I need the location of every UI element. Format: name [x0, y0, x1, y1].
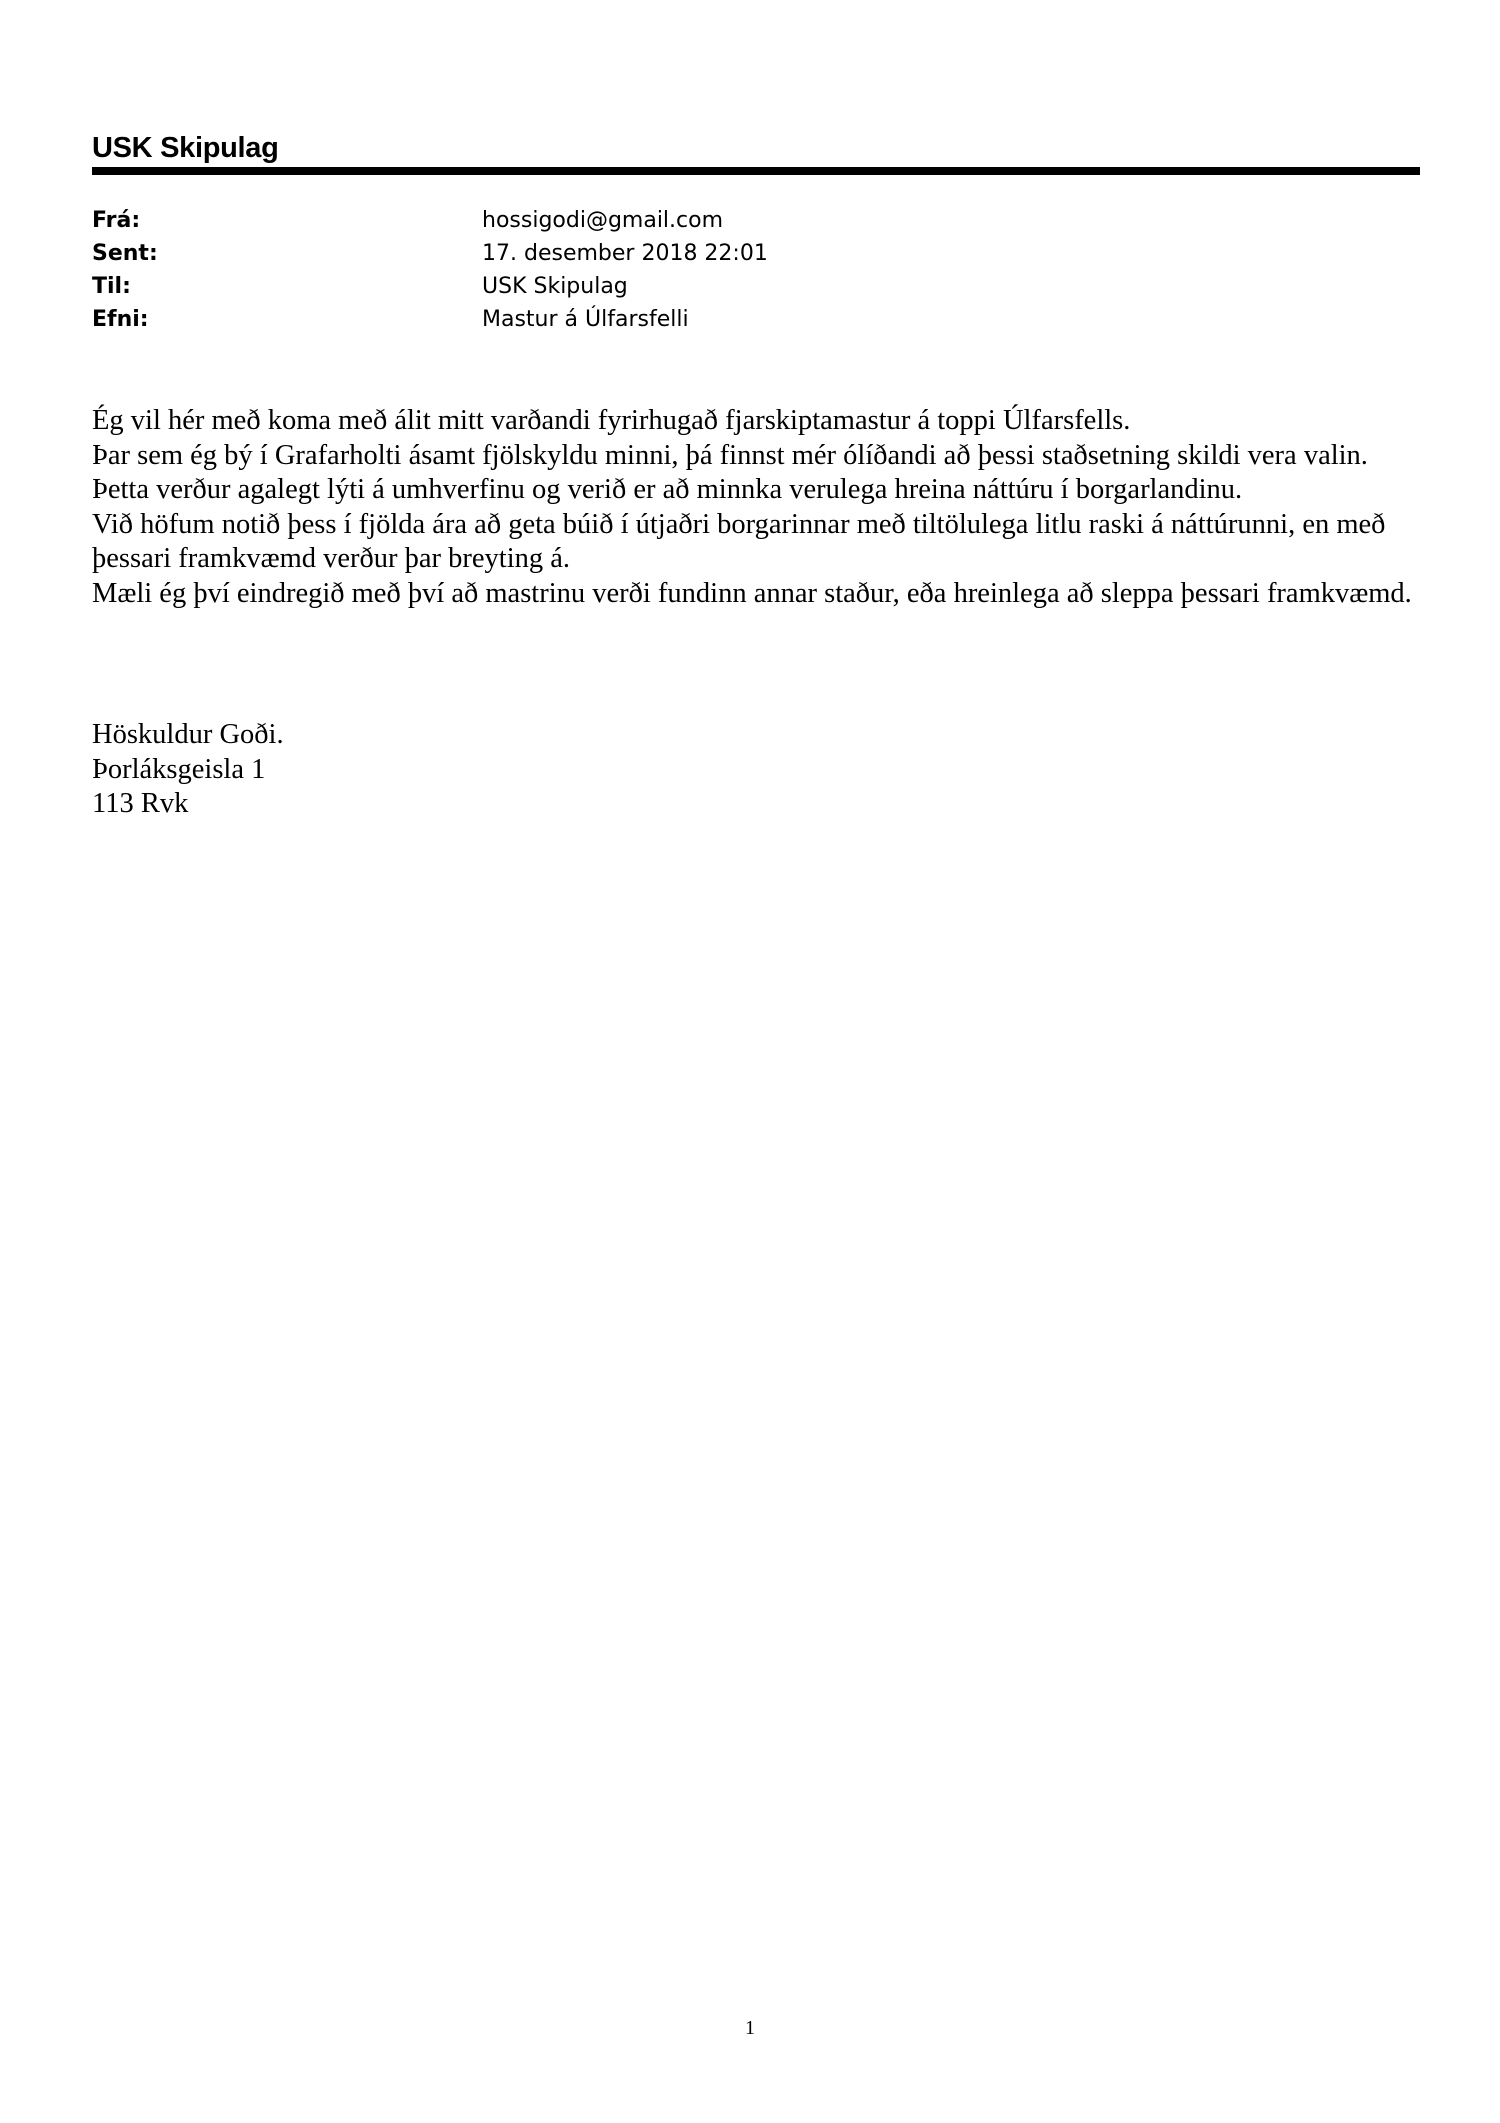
body-line: Þetta verður agalegt lýti á umhverfinu og verið er að minnka verulega hreina náttúru í borgarlandinu.	[92, 474, 1243, 505]
from-label: Frá:	[92, 208, 141, 233]
email-body	[92, 404, 1422, 611]
meta-row-subject	[92, 303, 768, 336]
signature-name: Höskuldur Goði.	[92, 719, 284, 750]
signature-city: 113 Rvk	[92, 788, 189, 819]
subject-label: Efni:	[92, 307, 149, 332]
subject-value: Mastur á Úlfarsfelli	[482, 307, 689, 332]
to-value: USK Skipulag	[482, 274, 628, 299]
meta-row-sent	[92, 237, 768, 270]
meta-row-from	[92, 204, 768, 237]
meta-row-to	[92, 270, 768, 303]
body-line: Mæli ég því eindregið með því að mastrinu verði fundinn annar staður, eða hreinlega að sleppa þessari framkvæmd.	[92, 577, 1412, 609]
page-number: 1	[745, 2017, 755, 2039]
from-value: hossigodi@gmail.com	[482, 208, 724, 233]
sent-value: 17. desember 2018 22:01	[482, 241, 768, 266]
body-line: Við höfum notið þess í fjölda ára að geta búið í útjaðri borgarinnar með tiltölulega litlu raski á náttúrunni, en með þessari framkvæmd verður þar breyting á.	[92, 508, 1386, 574]
body-line: Ég vil hér með koma með álit mitt varðandi fyrirhugað fjarskiptamastur á toppi Úlfarsfells.	[92, 405, 1131, 436]
header-divider	[92, 167, 1420, 175]
header-title: USK Skipulag	[92, 132, 279, 164]
signature-street: Þorláksgeisla 1	[92, 753, 266, 785]
email-metadata	[92, 204, 768, 336]
sent-label: Sent:	[92, 241, 158, 266]
body-line: Þar sem ég bý í Grafarholti ásamt fjölskyldu minni, þá finnst mér ólíðandi að þessi staðsetning skildi vera valin.	[92, 439, 1368, 471]
to-label: Til:	[92, 274, 131, 299]
signature-block	[92, 718, 284, 822]
